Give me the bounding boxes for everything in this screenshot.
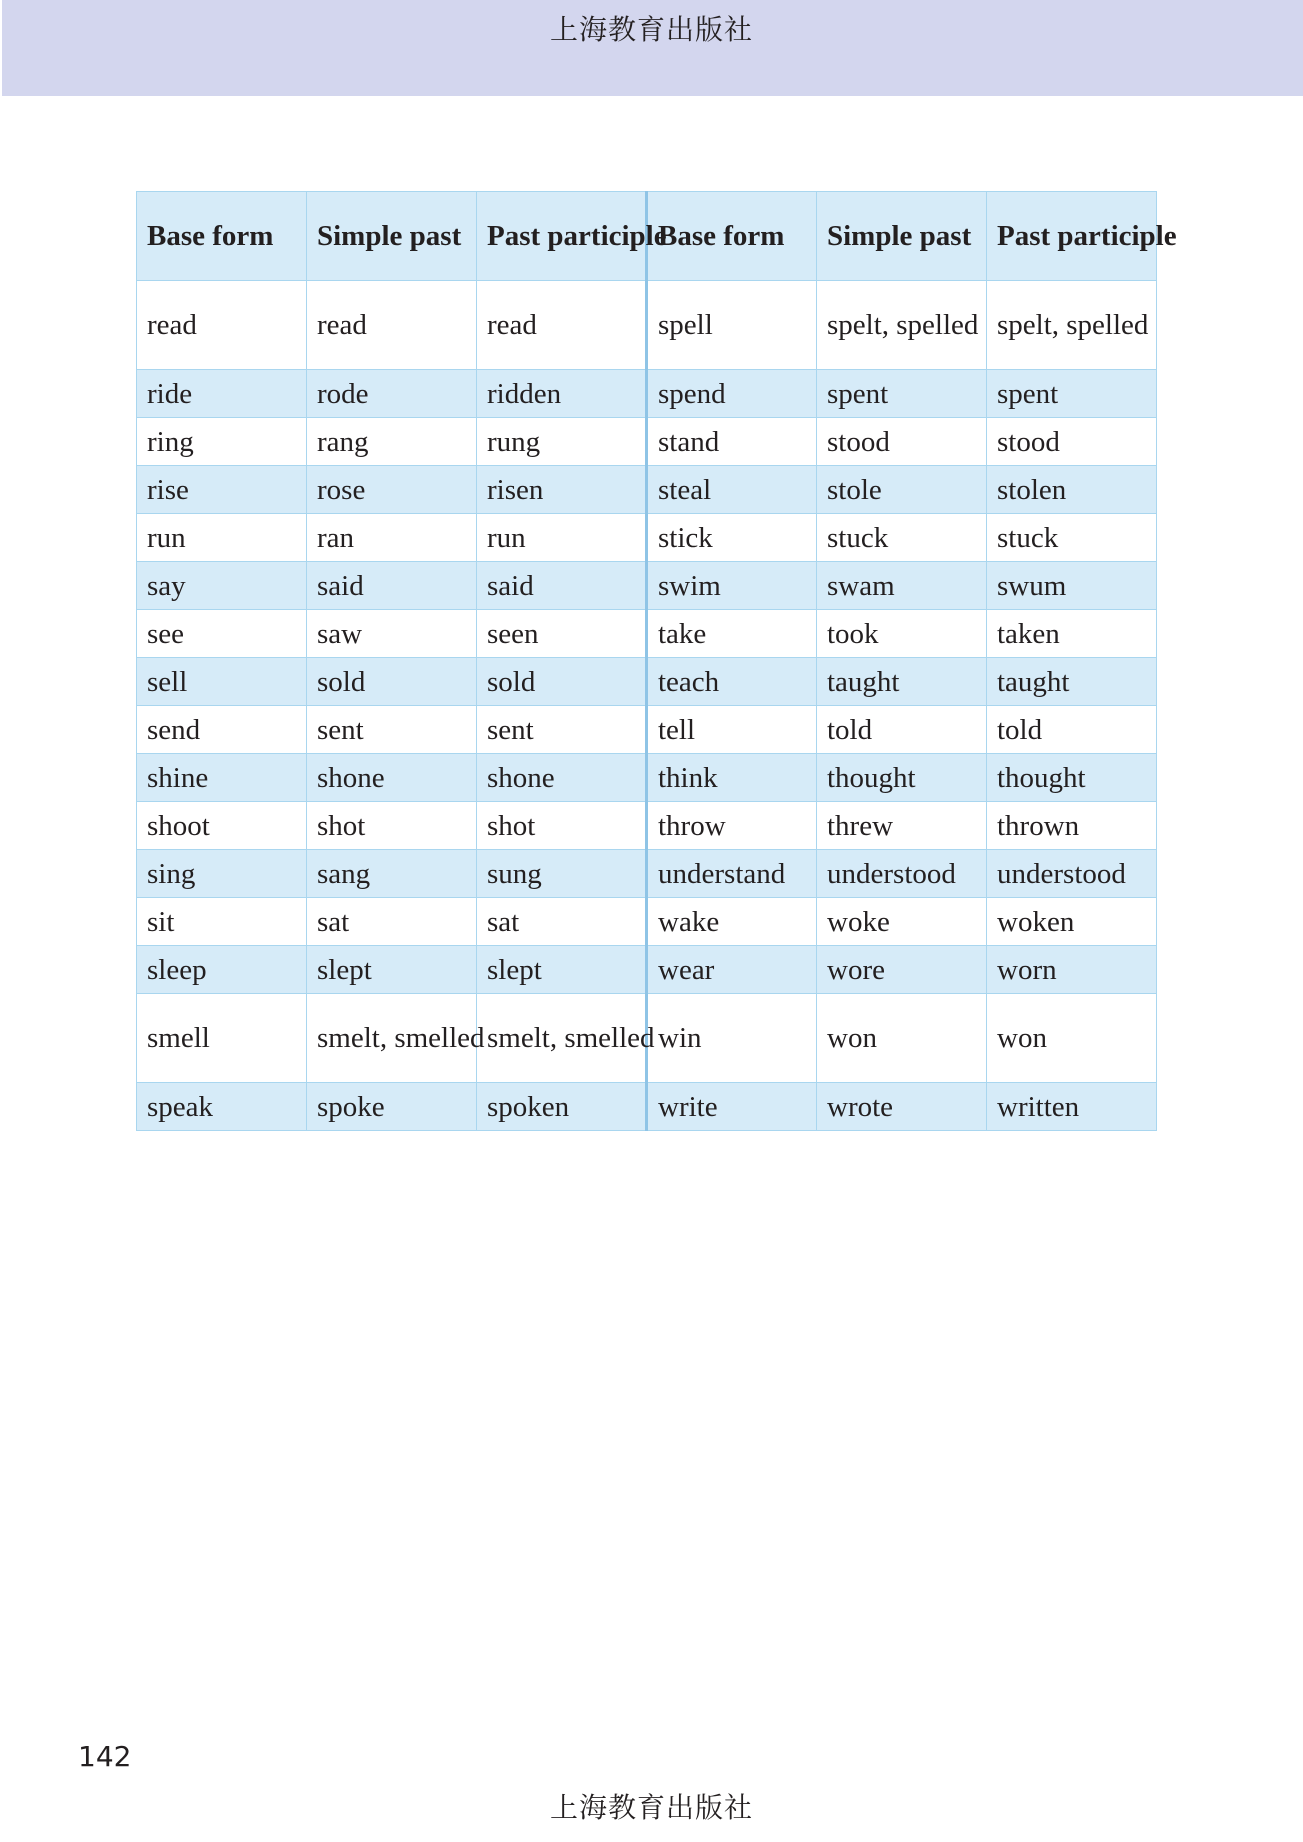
table-row: [137, 610, 1157, 658]
cell-base-form-2: wear: [647, 946, 817, 994]
cell-base-form-1: read: [137, 281, 307, 370]
cell-base-form-2: swim: [647, 562, 817, 610]
table-row: [137, 281, 1157, 370]
cell-base-form-2: spend: [647, 370, 817, 418]
cell-base-form-1: shoot: [137, 802, 307, 850]
cell-past-participle-1: sung: [477, 850, 647, 898]
cell-past-participle-2: thrown: [987, 802, 1157, 850]
cell-past-participle-1: run: [477, 514, 647, 562]
cell-base-form-1: send: [137, 706, 307, 754]
cell-simple-past-1: sat: [307, 898, 477, 946]
cell-base-form-1: ring: [137, 418, 307, 466]
cell-past-participle-1: shot: [477, 802, 647, 850]
header-base-form-2: Base form: [647, 192, 817, 281]
header-simple-past-1: Simple past: [307, 192, 477, 281]
cell-simple-past-2: swam: [817, 562, 987, 610]
cell-past-participle-1: shone: [477, 754, 647, 802]
cell-past-participle-2: spent: [987, 370, 1157, 418]
header-past-participle-2: Past participle: [987, 192, 1157, 281]
cell-past-participle-2: stolen: [987, 466, 1157, 514]
cell-base-form-1: run: [137, 514, 307, 562]
cell-past-participle-2: spelt, spelled: [987, 281, 1157, 370]
table-row: [137, 994, 1157, 1083]
cell-simple-past-1: sang: [307, 850, 477, 898]
cell-simple-past-2: threw: [817, 802, 987, 850]
cell-simple-past-1: spoke: [307, 1083, 477, 1131]
cell-past-participle-2: stood: [987, 418, 1157, 466]
cell-base-form-1: smell: [137, 994, 307, 1083]
cell-simple-past-1: smelt, smelled: [307, 994, 477, 1083]
cell-base-form-1: rise: [137, 466, 307, 514]
cell-simple-past-2: woke: [817, 898, 987, 946]
cell-base-form-2: tell: [647, 706, 817, 754]
cell-base-form-1: sing: [137, 850, 307, 898]
cell-past-participle-1: sold: [477, 658, 647, 706]
cell-past-participle-2: taught: [987, 658, 1157, 706]
header-simple-past-2: Simple past: [817, 192, 987, 281]
cell-past-participle-1: sent: [477, 706, 647, 754]
header-base-form-1: Base form: [137, 192, 307, 281]
table-row: [137, 754, 1157, 802]
cell-simple-past-2: taught: [817, 658, 987, 706]
cell-base-form-2: throw: [647, 802, 817, 850]
cell-base-form-2: steal: [647, 466, 817, 514]
cell-past-participle-2: woken: [987, 898, 1157, 946]
cell-base-form-2: spell: [647, 281, 817, 370]
cell-simple-past-1: rode: [307, 370, 477, 418]
cell-past-participle-2: written: [987, 1083, 1157, 1131]
header-past-participle-1: Past participle: [477, 192, 647, 281]
cell-past-participle-2: told: [987, 706, 1157, 754]
table-row: [137, 946, 1157, 994]
cell-base-form-1: speak: [137, 1083, 307, 1131]
cell-past-participle-2: won: [987, 994, 1157, 1083]
cell-simple-past-2: won: [817, 994, 987, 1083]
cell-base-form-2: stand: [647, 418, 817, 466]
cell-past-participle-2: swum: [987, 562, 1157, 610]
cell-past-participle-2: worn: [987, 946, 1157, 994]
page-number: 142: [78, 1740, 132, 1773]
cell-past-participle-1: slept: [477, 946, 647, 994]
cell-simple-past-1: shone: [307, 754, 477, 802]
table-row: [137, 370, 1157, 418]
cell-past-participle-1: spoken: [477, 1083, 647, 1131]
publisher-header: 上海教育出版社: [549, 13, 753, 46]
cell-past-participle-1: risen: [477, 466, 647, 514]
table-row: [137, 466, 1157, 514]
cell-simple-past-2: stole: [817, 466, 987, 514]
table-row: [137, 898, 1157, 946]
cell-simple-past-2: took: [817, 610, 987, 658]
cell-base-form-1: shine: [137, 754, 307, 802]
cell-base-form-2: understand: [647, 850, 817, 898]
cell-simple-past-1: sold: [307, 658, 477, 706]
irregular-verbs-table: [136, 191, 1177, 1131]
cell-past-participle-2: stuck: [987, 514, 1157, 562]
cell-simple-past-1: slept: [307, 946, 477, 994]
cell-simple-past-1: said: [307, 562, 477, 610]
cell-past-participle-1: said: [477, 562, 647, 610]
cell-simple-past-2: thought: [817, 754, 987, 802]
cell-past-participle-1: ridden: [477, 370, 647, 418]
cell-simple-past-2: spent: [817, 370, 987, 418]
cell-base-form-2: win: [647, 994, 817, 1083]
cell-base-form-2: wake: [647, 898, 817, 946]
cell-past-participle-1: smelt, smelled: [477, 994, 647, 1083]
cell-simple-past-2: told: [817, 706, 987, 754]
cell-simple-past-1: shot: [307, 802, 477, 850]
table-row: [137, 418, 1157, 466]
cell-base-form-2: take: [647, 610, 817, 658]
cell-base-form-1: see: [137, 610, 307, 658]
cell-simple-past-1: saw: [307, 610, 477, 658]
cell-simple-past-2: wrote: [817, 1083, 987, 1131]
cell-simple-past-2: wore: [817, 946, 987, 994]
cell-base-form-1: sit: [137, 898, 307, 946]
cell-base-form-1: sell: [137, 658, 307, 706]
table-row: [137, 1083, 1157, 1131]
table-row: [137, 514, 1157, 562]
cell-past-participle-1: read: [477, 281, 647, 370]
cell-base-form-1: say: [137, 562, 307, 610]
cell-simple-past-1: read: [307, 281, 477, 370]
cell-simple-past-1: sent: [307, 706, 477, 754]
table-row: [137, 706, 1157, 754]
cell-simple-past-2: spelt, spelled: [817, 281, 987, 370]
cell-base-form-2: think: [647, 754, 817, 802]
publisher-footer: 上海教育出版社: [549, 1791, 753, 1824]
table-row: [137, 850, 1157, 898]
cell-past-participle-1: sat: [477, 898, 647, 946]
cell-simple-past-2: stuck: [817, 514, 987, 562]
cell-base-form-1: sleep: [137, 946, 307, 994]
cell-simple-past-2: understood: [817, 850, 987, 898]
cell-base-form-1: ride: [137, 370, 307, 418]
table-header-row: [137, 192, 1157, 281]
cell-base-form-2: stick: [647, 514, 817, 562]
cell-simple-past-1: rang: [307, 418, 477, 466]
cell-simple-past-1: ran: [307, 514, 477, 562]
table-row: [137, 802, 1157, 850]
cell-simple-past-2: stood: [817, 418, 987, 466]
cell-past-participle-2: taken: [987, 610, 1157, 658]
cell-base-form-2: teach: [647, 658, 817, 706]
table-row: [137, 562, 1157, 610]
cell-base-form-2: write: [647, 1083, 817, 1131]
cell-past-participle-2: thought: [987, 754, 1157, 802]
cell-simple-past-1: rose: [307, 466, 477, 514]
table-row: [137, 658, 1157, 706]
cell-past-participle-2: understood: [987, 850, 1157, 898]
cell-past-participle-1: seen: [477, 610, 647, 658]
cell-past-participle-1: rung: [477, 418, 647, 466]
